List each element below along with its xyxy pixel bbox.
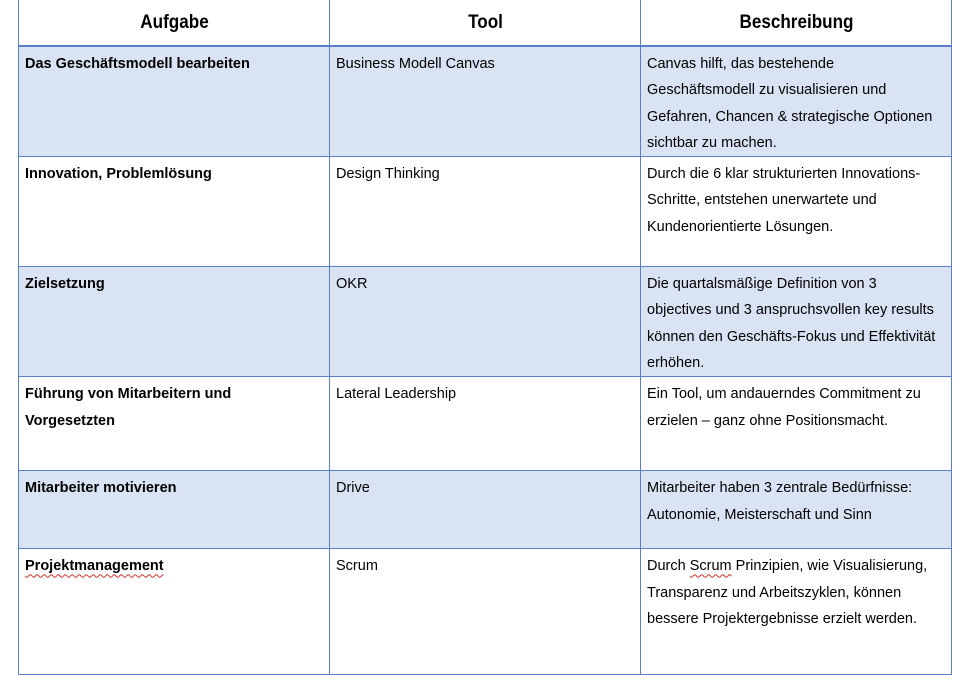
task-cell: Mitarbeiter motivieren — [19, 471, 330, 549]
description-text-after: Prinzipien, wie Visualisierung, Transparenz und Arbeitszyklen, können bessere Projektergebnisse erzielt werden. — [647, 558, 928, 627]
task-cell: Führung von Mitarbeitern und Vorgesetzten — [19, 377, 330, 471]
description-cell: Durch die 6 klar strukturierten Innovations-Schritte, entstehen unerwartete und Kundenorientierte Lösungen. — [641, 157, 952, 267]
description-cell: Canvas hilft, das bestehende Geschäftsmodell zu visualisieren und Gefahren, Chancen & strategische Optionen sichtbar zu machen. — [641, 46, 952, 157]
tool-cell: Business Modell Canvas — [330, 46, 641, 157]
tool-cell: OKR — [330, 267, 641, 377]
header-tool: Tool — [345, 0, 625, 46]
description-cell: Die quartalsmäßige Definition von 3 objectives und 3 anspruchsvollen key results können den Geschäfts-Fokus und Effektivität erhöhen. — [641, 267, 952, 377]
tool-cell: Design Thinking — [330, 157, 641, 267]
table-row — [19, 549, 952, 675]
tools-table — [18, 0, 952, 675]
description-cell — [641, 549, 952, 675]
table-row — [19, 377, 952, 471]
table-body — [19, 46, 952, 675]
spellcheck-marked-text: Projektmanagement — [25, 558, 164, 575]
table-row — [19, 267, 952, 377]
tool-cell: Lateral Leadership — [330, 377, 641, 471]
task-cell: Zielsetzung — [19, 267, 330, 377]
tool-cell: Scrum — [330, 549, 641, 675]
description-cell: Ein Tool, um andauerndes Commitment zu erzielen – ganz ohne Positionsmacht. — [641, 377, 952, 471]
table-row — [19, 471, 952, 549]
task-cell: Das Geschäftsmodell bearbeiten — [19, 46, 330, 157]
table-header — [19, 0, 952, 46]
tool-cell: Drive — [330, 471, 641, 549]
task-cell: Innovation, Problemlösung — [19, 157, 330, 267]
header-task: Aufgabe — [34, 0, 314, 46]
task-cell — [19, 549, 330, 675]
description-text-before: Durch — [647, 558, 690, 575]
header-row — [19, 0, 952, 46]
table-row — [19, 157, 952, 267]
table-row — [19, 46, 952, 157]
description-cell: Mitarbeiter haben 3 zentrale Bedürfnisse: Autonomie, Meisterschaft und Sinn — [641, 471, 952, 549]
spellcheck-marked-text: Scrum — [689, 558, 732, 575]
header-description: Beschreibung — [656, 0, 936, 46]
